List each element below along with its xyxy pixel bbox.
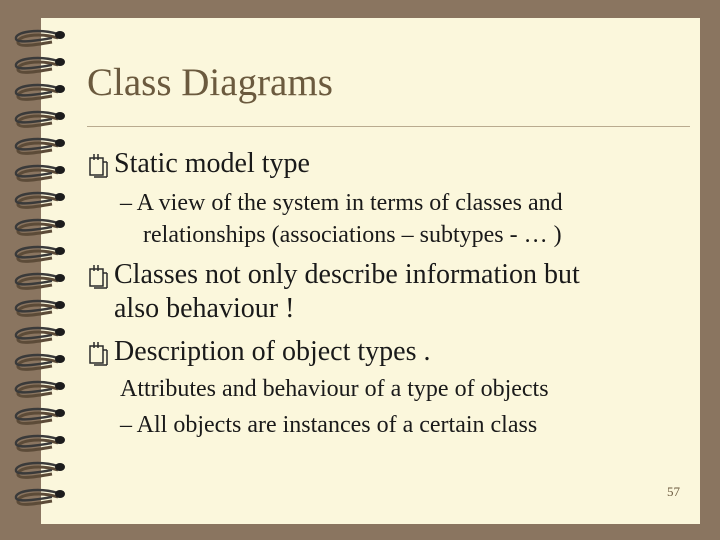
bullet-text: Static model type xyxy=(114,148,310,179)
notepad-bullet-icon xyxy=(88,263,110,289)
page-number: 57 xyxy=(667,484,680,499)
binding-hole xyxy=(55,436,65,444)
bullet-text: Description of object types . xyxy=(114,336,431,367)
sub-item-text: – All objects are instances of a certain class xyxy=(120,412,538,438)
binding-hole xyxy=(55,355,65,363)
binding-hole xyxy=(55,166,65,174)
binding-hole xyxy=(55,112,65,120)
sub-item-text: relationships (associations – subtypes - … ) xyxy=(143,222,562,248)
sub-item-text: – A view of the system in terms of classes and xyxy=(120,190,563,216)
notepad-bullet-icon xyxy=(88,152,110,178)
bullet-text: Classes not only describe information but xyxy=(114,259,580,290)
binding-hole xyxy=(55,301,65,309)
spiral-binding-rings xyxy=(0,0,80,540)
bullet-text-continued: also behaviour ! xyxy=(114,293,295,324)
binding-hole xyxy=(55,247,65,255)
binding-hole xyxy=(55,193,65,201)
binding-hole xyxy=(55,58,65,66)
sub-item-text: Attributes and behaviour of a type of objects xyxy=(120,376,549,402)
binding-hole xyxy=(55,31,65,39)
binding-hole xyxy=(55,274,65,282)
slide-title: Class Diagrams xyxy=(87,61,333,104)
binding-hole xyxy=(55,409,65,417)
title-divider xyxy=(87,126,690,127)
binding-hole xyxy=(55,328,65,336)
binding-hole xyxy=(55,490,65,498)
binding-hole xyxy=(55,220,65,228)
binding-hole xyxy=(55,139,65,147)
binding-hole xyxy=(55,85,65,93)
notepad-bullet-icon xyxy=(88,340,110,366)
binding-hole xyxy=(55,382,65,390)
binding-hole xyxy=(55,463,65,471)
